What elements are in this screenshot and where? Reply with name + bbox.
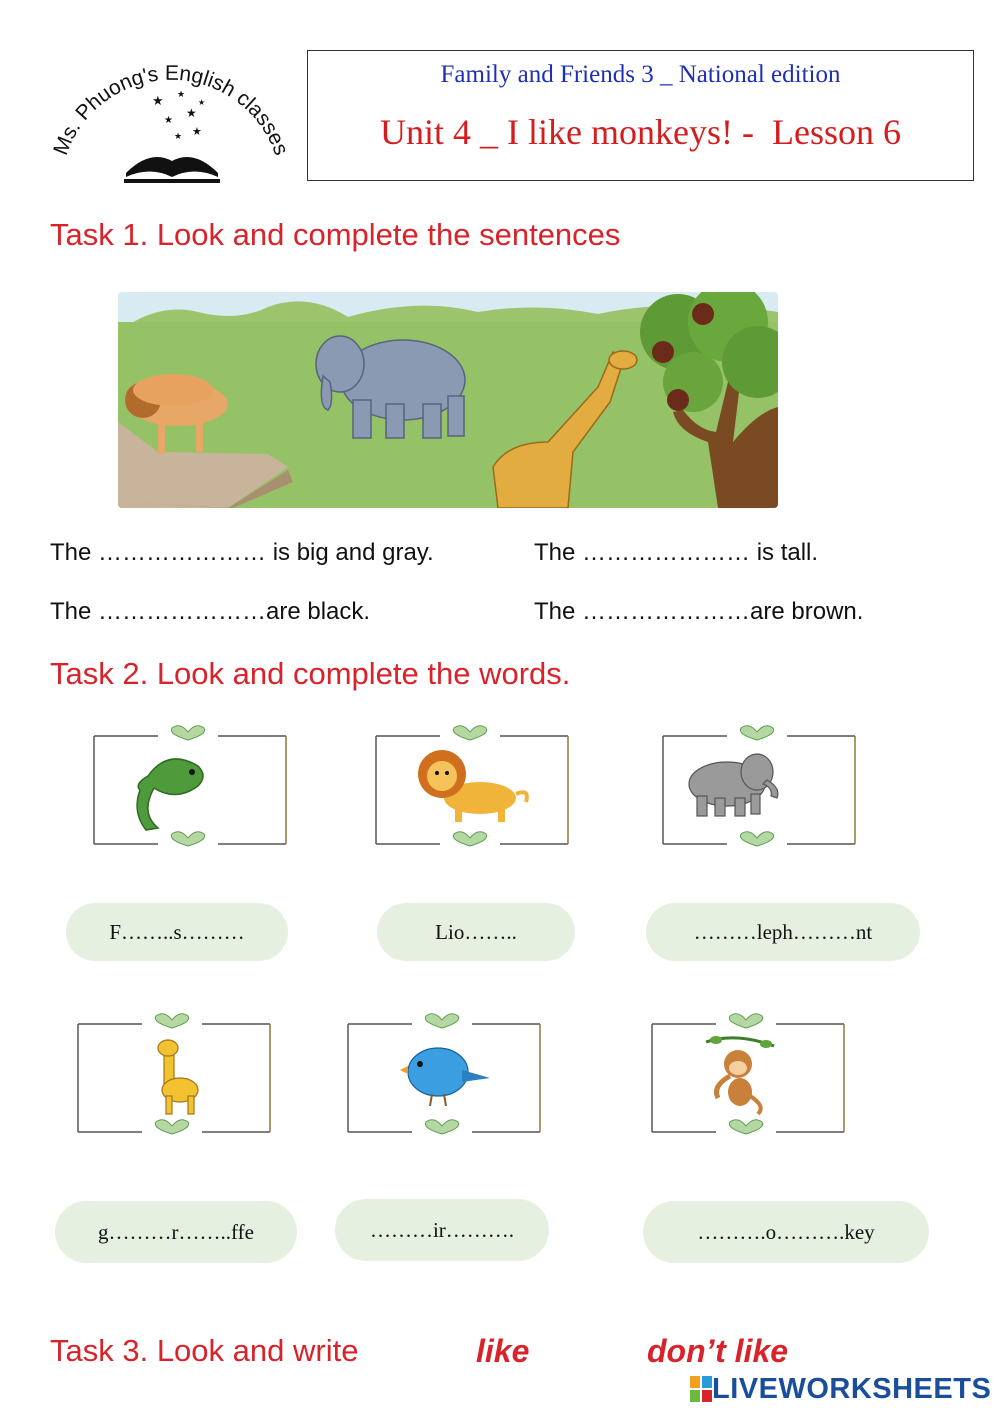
savanna-scene-illustration xyxy=(118,292,778,508)
word-blank-fish[interactable]: F……..s……… xyxy=(66,903,288,961)
word-blank-monkey[interactable]: ……….o……….key xyxy=(643,1201,929,1263)
sentence-elephant: The ………………… is big and gray. xyxy=(50,539,434,566)
elephant-icon xyxy=(689,754,778,816)
sentence-giraffe: The ………………… is tall. xyxy=(534,539,819,566)
svg-text:★: ★ xyxy=(186,106,197,120)
svg-text:Ms. Phuong's English classes xyxy=(49,62,293,158)
word-blank-elephant[interactable]: ………leph………nt xyxy=(646,903,920,961)
fish-icon xyxy=(137,759,203,830)
logo-text: Ms. Phuong's English classes xyxy=(49,61,293,159)
picture-frame-monkey xyxy=(646,1006,858,1136)
svg-text:★: ★ xyxy=(177,89,186,99)
liveworksheets-wordmark: LIVEWORKSHEETS xyxy=(712,1372,992,1405)
word-blank-bird[interactable]: ………ir………. xyxy=(335,1199,549,1261)
sentence-monkeys: The …………………are black. xyxy=(50,598,371,625)
svg-text:★: ★ xyxy=(152,93,164,108)
unit-title: Unit 4 _ I like monkeys! - Lesson 6 xyxy=(380,112,901,152)
like-label: like xyxy=(476,1333,530,1369)
picture-frame-fish xyxy=(88,718,300,848)
dont-like-label: don’t like xyxy=(647,1333,789,1369)
picture-frame-elephant xyxy=(657,718,869,848)
monkey-icon xyxy=(706,1036,774,1114)
giraffe-icon xyxy=(158,1040,198,1114)
stars-icon xyxy=(152,89,205,141)
liveworksheets-logo-icon xyxy=(690,1376,712,1402)
open-book-icon xyxy=(124,157,220,183)
word-blank-giraffe[interactable]: g………r……..ffe xyxy=(55,1201,297,1263)
bird-icon xyxy=(400,1048,490,1106)
series-title: Family and Friends 3 _ National edition xyxy=(440,61,841,88)
svg-text:★: ★ xyxy=(198,98,206,107)
task3-title: Task 3. Look and write xyxy=(50,1333,359,1368)
picture-frame-lion xyxy=(370,718,582,848)
picture-frame-giraffe xyxy=(72,1006,284,1136)
lion-icon xyxy=(418,750,527,822)
task2-title: Task 2. Look and complete the words. xyxy=(50,656,571,691)
svg-text:★: ★ xyxy=(174,131,183,141)
header-box xyxy=(307,50,974,181)
task1-title: Task 1. Look and complete the sentences xyxy=(50,217,621,252)
svg-text:★: ★ xyxy=(192,126,202,138)
school-logo xyxy=(40,45,300,190)
picture-frame-bird xyxy=(342,1006,554,1136)
svg-text:★: ★ xyxy=(164,115,173,126)
liveworksheets-brand xyxy=(690,1372,991,1406)
sentence-lions: The …………………are brown. xyxy=(534,598,864,625)
word-blank-lion[interactable]: Lio…….. xyxy=(377,903,575,961)
